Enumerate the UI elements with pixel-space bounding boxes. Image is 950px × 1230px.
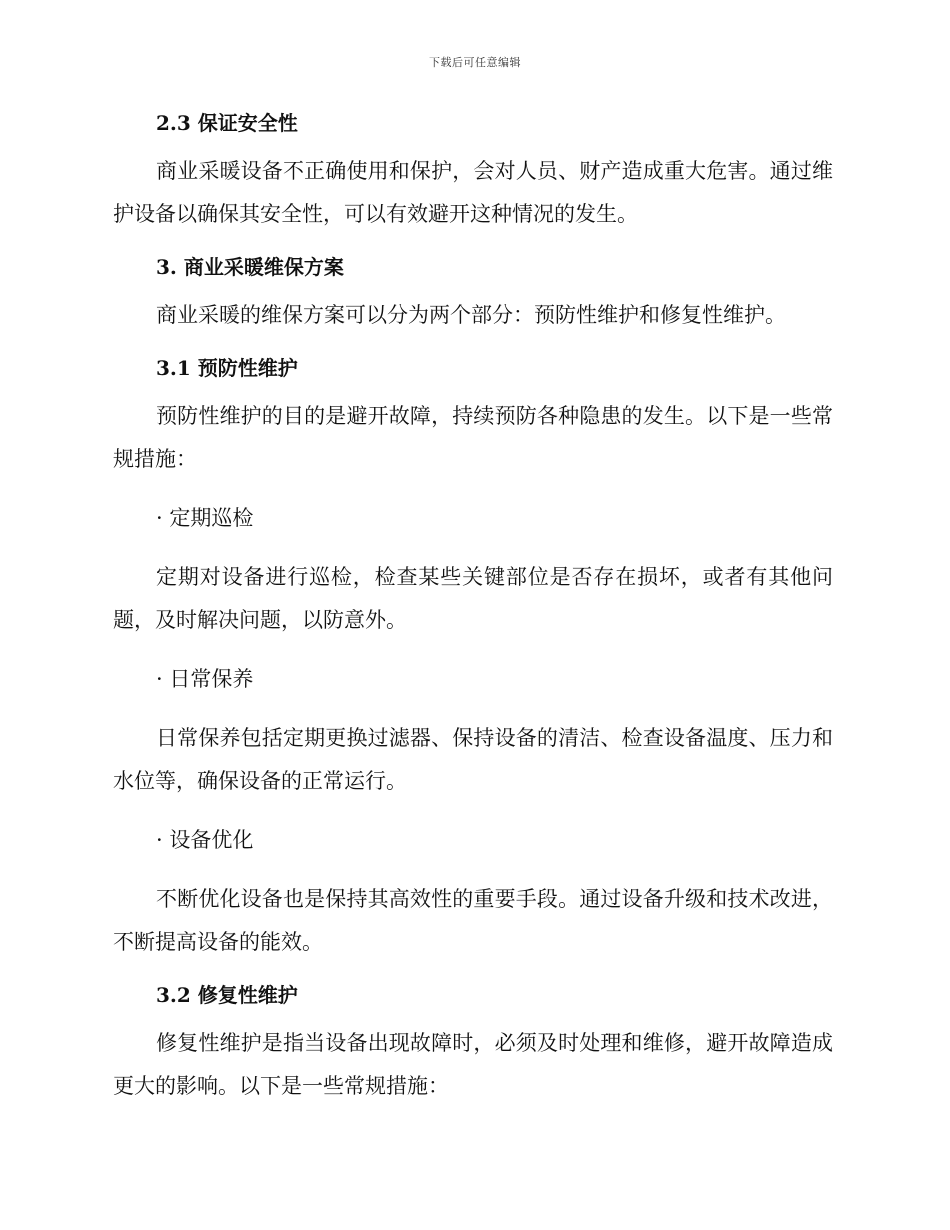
section-paragraph-2-3: 商业采暖设备不正确使用和保护，会对人员、财产造成重大危害。通过维护设备以确保其安全性，可以有效避开这种情况的发生。 bbox=[113, 159, 833, 226]
bullet-paragraph-maintenance: 日常保养包括定期更换过滤器、保持设备的清洁、检查设备温度、压力和水位等，确保设备的正常运行。 bbox=[113, 726, 833, 793]
section-heading-2-3: 2.3 保证安全性 bbox=[156, 111, 298, 135]
section-heading-3-2: 3.2 修复性维护 bbox=[156, 983, 298, 1007]
section-heading-3: 3. 商业采暖维保方案 bbox=[156, 255, 344, 279]
section-paragraph-3-2: 修复性维护是指当设备出现故障时，必须及时处理和维修，避开故障造成更大的影响。以下是一些常规措施： bbox=[113, 1031, 833, 1098]
section-paragraph-3: 商业采暖的维保方案可以分为两个部分：预防性维护和修复性维护。 bbox=[156, 303, 786, 327]
section-heading-3-1: 3.1 预防性维护 bbox=[156, 356, 298, 380]
bullet-paragraph-optimization: 不断优化设备也是保持其高效性的重要手段。通过设备升级和技术改进，不断提高设备的能效。 bbox=[113, 887, 833, 954]
bullet-item-inspection: · 定期巡检 bbox=[156, 506, 254, 530]
document-body bbox=[113, 108, 833, 1108]
bullet-paragraph-inspection: 定期对设备进行巡检，检查某些关键部位是否存在损坏，或者有其他问题，及时解决问题，以防意外。 bbox=[113, 565, 833, 632]
bullet-item-maintenance: · 日常保养 bbox=[156, 667, 254, 691]
bullet-item-optimization: · 设备优化 bbox=[156, 828, 254, 852]
section-paragraph-3-1: 预防性维护的目的是避开故障，持续预防各种隐患的发生。以下是一些常规措施： bbox=[113, 404, 833, 471]
page-header: 下载后可任意编辑 bbox=[429, 56, 521, 69]
